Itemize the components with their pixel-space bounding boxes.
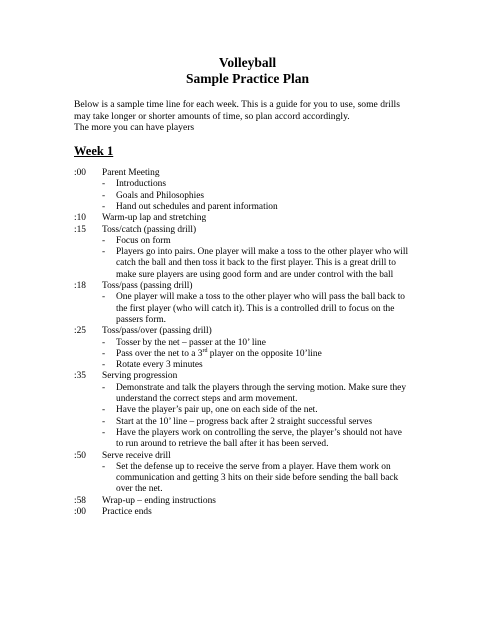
bullet-dash: - — [102, 235, 106, 246]
intro-line-1: Below is a sample time line for each week. This is a guide for you to use, some drills — [74, 99, 400, 110]
bullet-dash: - — [102, 179, 106, 190]
sub-item: One player will make a toss to the other player who will pass the ball back to — [116, 292, 405, 303]
sub-item-text: player on the opposite 10’line — [207, 348, 322, 359]
sub-item: Tosser by the net – passer at the 10’ line — [116, 337, 266, 348]
activity-label: Practice ends — [102, 507, 152, 517]
sub-item: Start at the 10’ line – progress back after 2 straight successful serves — [116, 416, 372, 427]
bullet-dash: - — [102, 201, 106, 212]
time-label: :00 — [74, 168, 86, 178]
bullet-dash: - — [102, 461, 106, 472]
sub-item: Demonstrate and talk the players through the serving motion. Make sure they — [116, 382, 407, 393]
sub-item: Hand out schedules and parent information — [116, 201, 278, 212]
time-label: :00 — [74, 507, 86, 517]
activity-label: Serve receive drill — [102, 450, 171, 461]
time-label: :35 — [74, 371, 86, 382]
sub-item-text: Pass over the net to a 3 — [116, 348, 203, 359]
bullet-dash: - — [102, 427, 106, 438]
sub-item-continued: over the net. — [116, 484, 163, 495]
sub-item: Introductions — [116, 179, 166, 190]
bullet-dash: - — [102, 190, 106, 201]
activity-label: Toss/pass/over (passing drill) — [102, 326, 212, 337]
sub-item-continued: passers form. — [116, 314, 166, 325]
activity-label: Wrap-up – ending instructions — [102, 495, 216, 506]
bullet-dash: - — [102, 382, 106, 393]
sub-item-continued: make sure players are using good form and are under control with the ball — [116, 269, 394, 280]
time-label: :50 — [74, 450, 86, 461]
bullet-dash: - — [102, 292, 106, 303]
sub-item: Set the defense up to receive the serve from a player. Have them work on — [116, 461, 391, 472]
intro-line-3: The more you can have players — [74, 122, 195, 134]
sub-item-continued: the first player (who will catch it). This is a controlled drill to focus on the — [116, 303, 395, 314]
activity-label: Serving progression — [102, 371, 178, 382]
activity-label: Toss/catch (passing drill) — [102, 224, 197, 235]
bullet-dash: - — [102, 405, 106, 416]
bullet-dash: - — [102, 348, 106, 359]
sub-item-continued: understand the correct steps and arm movement. — [116, 394, 298, 404]
sub-item: Focus on form — [116, 235, 171, 246]
sub-item: Goals and Philosophies — [116, 190, 205, 201]
sub-item: Have the players work on controlling the serve, the player’s should not have — [116, 427, 402, 438]
ordinal-superscript: rd — [202, 347, 208, 354]
sub-item: Rotate every 3 minutes — [116, 360, 203, 371]
activity-label: Warm-up lap and stretching — [102, 213, 207, 224]
document-subtitle: Sample Practice Plan — [186, 71, 309, 86]
time-label: :58 — [74, 495, 86, 506]
bullet-dash: - — [102, 416, 106, 427]
time-label: :10 — [74, 213, 86, 224]
time-label: :18 — [74, 281, 86, 291]
sub-item — [116, 349, 322, 360]
activity-label: Toss/pass (passing drill) — [102, 281, 193, 291]
activity-label: Parent Meeting — [102, 168, 160, 178]
bullet-dash: - — [102, 337, 106, 348]
time-label: :15 — [74, 224, 86, 235]
sub-item: Players go into pairs. One player will make a toss to the other player who will — [116, 247, 409, 258]
bullet-dash: - — [102, 360, 106, 371]
week-heading: Week 1 — [74, 144, 114, 158]
document-title: Volleyball — [218, 55, 277, 70]
sub-item-continued: catch the ball and then toss it back to the first player. This is a great drill to — [116, 258, 396, 269]
sub-item-continued: communication and getting 3 hits on their side before sending the ball back — [116, 473, 399, 484]
sub-item: Have the player’s pair up, one on each side of the net. — [116, 405, 318, 416]
time-label: :25 — [74, 326, 86, 337]
sub-item-continued: to run around to retrieve the ball after it has been served. — [116, 439, 329, 450]
bullet-dash: - — [102, 247, 106, 258]
intro-line-2: may take longer or shorter amounts of time, so plan accord accordingly. — [74, 110, 350, 122]
